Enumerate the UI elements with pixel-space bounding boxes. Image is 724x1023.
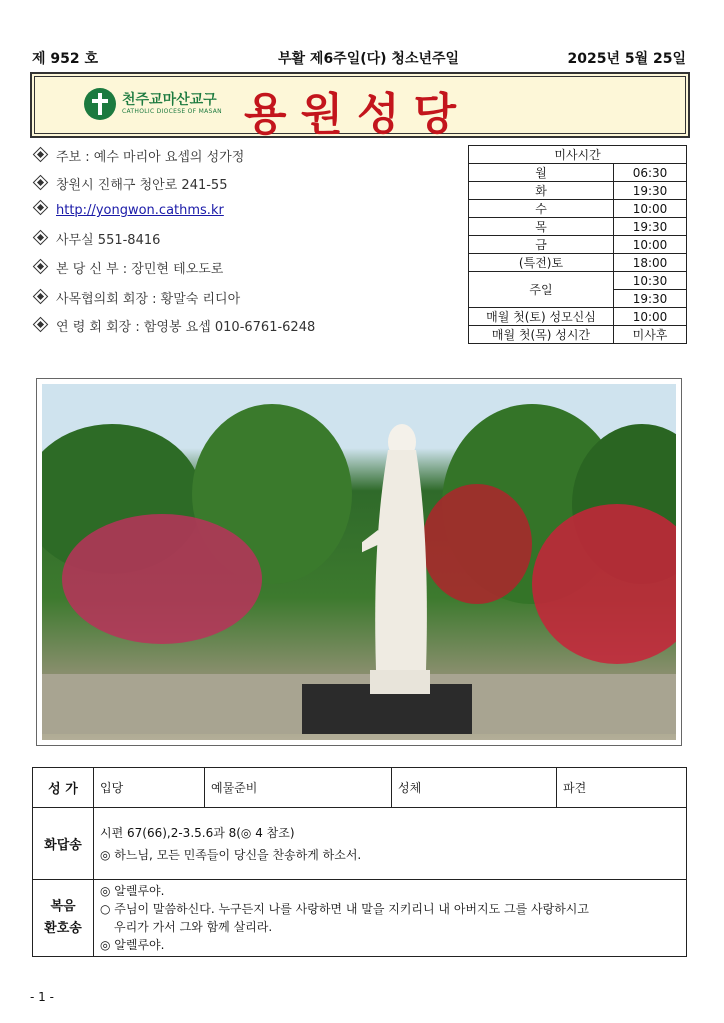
mass-time: 10:00 <box>614 200 687 218</box>
issue-number: 제 952 호 <box>32 51 99 67</box>
hymn-offertory: 예물준비 <box>205 768 392 808</box>
acclamation-line: ○ 주님이 말씀하신다. 누구든지 나를 사랑하면 내 말을 지키리니 내 아버지도 그를 사랑하시고 <box>100 902 589 916</box>
mass-time: 10:00 <box>614 236 687 254</box>
mass-time: 19:30 <box>614 182 687 200</box>
pastor-text: 본 당 신 부 : 장민현 테오도로 <box>56 262 224 277</box>
psalm-label: 화답송 <box>33 808 94 880</box>
diocese-logo <box>84 88 222 120</box>
mass-time: 19:30 <box>614 218 687 236</box>
title-banner <box>30 72 690 138</box>
mass-day-sunday: 주일 <box>469 272 614 308</box>
diocese-name: 천주교마산교구 <box>122 92 217 108</box>
mass-day: 금 <box>469 236 614 254</box>
office-text: 사무실 551-8416 <box>56 233 161 248</box>
liturgy-table <box>32 767 687 957</box>
mass-day: 월 <box>469 164 614 182</box>
hymns-label: 성 가 <box>33 768 94 808</box>
mass-time: 19:30 <box>614 290 687 308</box>
mass-schedule-table <box>468 145 687 344</box>
mass-day: (특전)토 <box>469 254 614 272</box>
website-line <box>32 202 224 218</box>
liturgical-week: 부활 제6주일(다) 청소년주일 <box>278 51 460 67</box>
mass-time: 미사후 <box>614 326 687 344</box>
issue-date: 2025년 5월 25일 <box>567 51 686 67</box>
diamond-bullet-icon <box>33 200 49 216</box>
statue-figure <box>362 420 438 710</box>
office-line <box>32 229 160 248</box>
mary-statue-photo <box>42 384 676 740</box>
mass-time: 10:00 <box>614 308 687 326</box>
psalm-response: ◎ 하느님, 모든 민족들이 당신을 찬송하게 하소서. <box>100 847 362 862</box>
photo-frame <box>36 378 682 746</box>
diamond-bullet-icon <box>33 259 49 275</box>
mass-day: 화 <box>469 182 614 200</box>
mass-day: 목 <box>469 218 614 236</box>
gospel-acclamation-label-2: 환호송 <box>44 921 82 936</box>
mass-schedule-title: 미사시간 <box>469 146 687 164</box>
mass-time: 18:00 <box>614 254 687 272</box>
mass-day: 수 <box>469 200 614 218</box>
council-line <box>32 288 240 307</box>
diocese-name-en: CATHOLIC DIOCESE OF MASAN <box>122 108 222 115</box>
address-text: 창원시 진해구 청안로 241-55 <box>56 178 228 193</box>
cross-icon <box>84 88 116 120</box>
diamond-bullet-icon <box>33 317 49 333</box>
patron-text: 주보 : 예수 마리아 요셉의 성가정 <box>56 150 245 165</box>
funeral-text: 연 령 회 회장 : 함영봉 요셉 010-6761-6248 <box>56 320 316 335</box>
mass-day: 매월 첫(목) 성시간 <box>469 326 614 344</box>
mass-time: 06:30 <box>614 164 687 182</box>
hymn-communion: 성체 <box>392 768 557 808</box>
council-text: 사목협의회 회장 : 황말숙 리디아 <box>56 292 241 307</box>
mass-day: 매월 첫(토) 성모신심 <box>469 308 614 326</box>
parish-title: 용원성당 <box>244 89 471 140</box>
patron-line <box>32 146 244 165</box>
page-number: - 1 - <box>30 990 54 1004</box>
diamond-bullet-icon <box>33 147 49 163</box>
pastor-line <box>32 258 223 277</box>
acclamation-line: ◎ 알렐루야. <box>100 884 165 898</box>
acclamation-line: 우리가 가서 그와 함께 살리라. <box>114 920 273 934</box>
top-bar <box>30 48 688 70</box>
gospel-acclamation-label-1: 복음 <box>50 899 76 914</box>
acclamation-line: ◎ 알렐루야. <box>100 938 165 952</box>
funeral-line <box>32 316 315 335</box>
diamond-bullet-icon <box>33 230 49 246</box>
address-line <box>32 174 227 193</box>
diamond-bullet-icon <box>33 175 49 191</box>
diamond-bullet-icon <box>33 289 49 305</box>
hymn-dismissal: 파견 <box>557 768 687 808</box>
mass-time: 10:30 <box>614 272 687 290</box>
hymn-entrance: 입당 <box>94 768 205 808</box>
website-link[interactable]: http://yongwon.cathms.kr <box>56 203 224 218</box>
psalm-reference: 시편 67(66),2-3.5.6과 8(◎ 4 참조) <box>100 825 295 840</box>
